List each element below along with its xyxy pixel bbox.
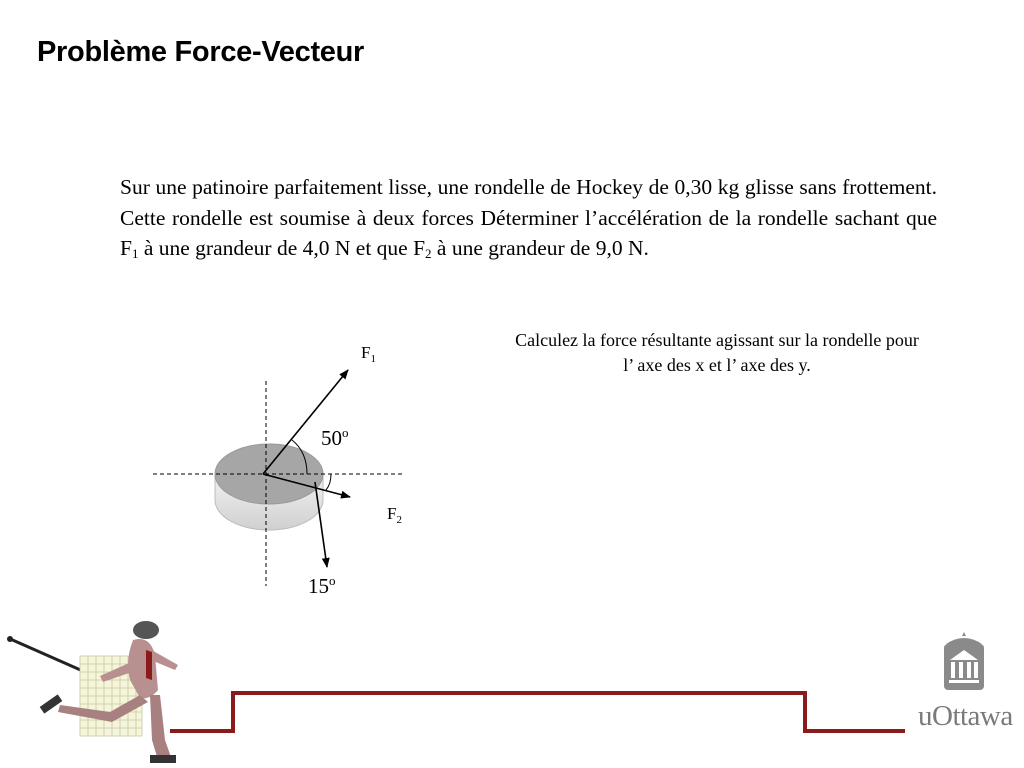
label-f1: $F_1$ xyxy=(361,343,376,365)
label-f2: $F_2$ xyxy=(387,504,402,526)
question-text: Calculez la force résultante agissant sur la rondelle pour l’ axe des x et l’ axe des y. xyxy=(515,330,919,375)
problem-subscript-2: 2 xyxy=(425,246,432,261)
problem-text-part2: à une grandeur de 4,0 N et que F xyxy=(138,236,426,260)
label-angle-15: 15$^o$ xyxy=(308,573,336,598)
label-angle-50: 50$^o$ xyxy=(321,425,349,450)
uottawa-logo-text: uOttawa xyxy=(918,700,1013,732)
runner-illustration xyxy=(0,612,200,768)
university-seal-icon xyxy=(940,630,988,692)
problem-text-part1: Sur une patinoire parfaitement lisse, une rondelle de Hockey de 0,30 kg glisse sans frottement. Cette rondelle est soumise à deux forces Déterminer l’accélération de la rondelle sachant que F xyxy=(120,175,937,260)
slide-title: Problème Force-Vecteur xyxy=(37,36,365,68)
problem-text-part3: à une grandeur de 9,0 N. xyxy=(431,236,649,260)
problem-subscript-1: 1 xyxy=(131,246,139,261)
